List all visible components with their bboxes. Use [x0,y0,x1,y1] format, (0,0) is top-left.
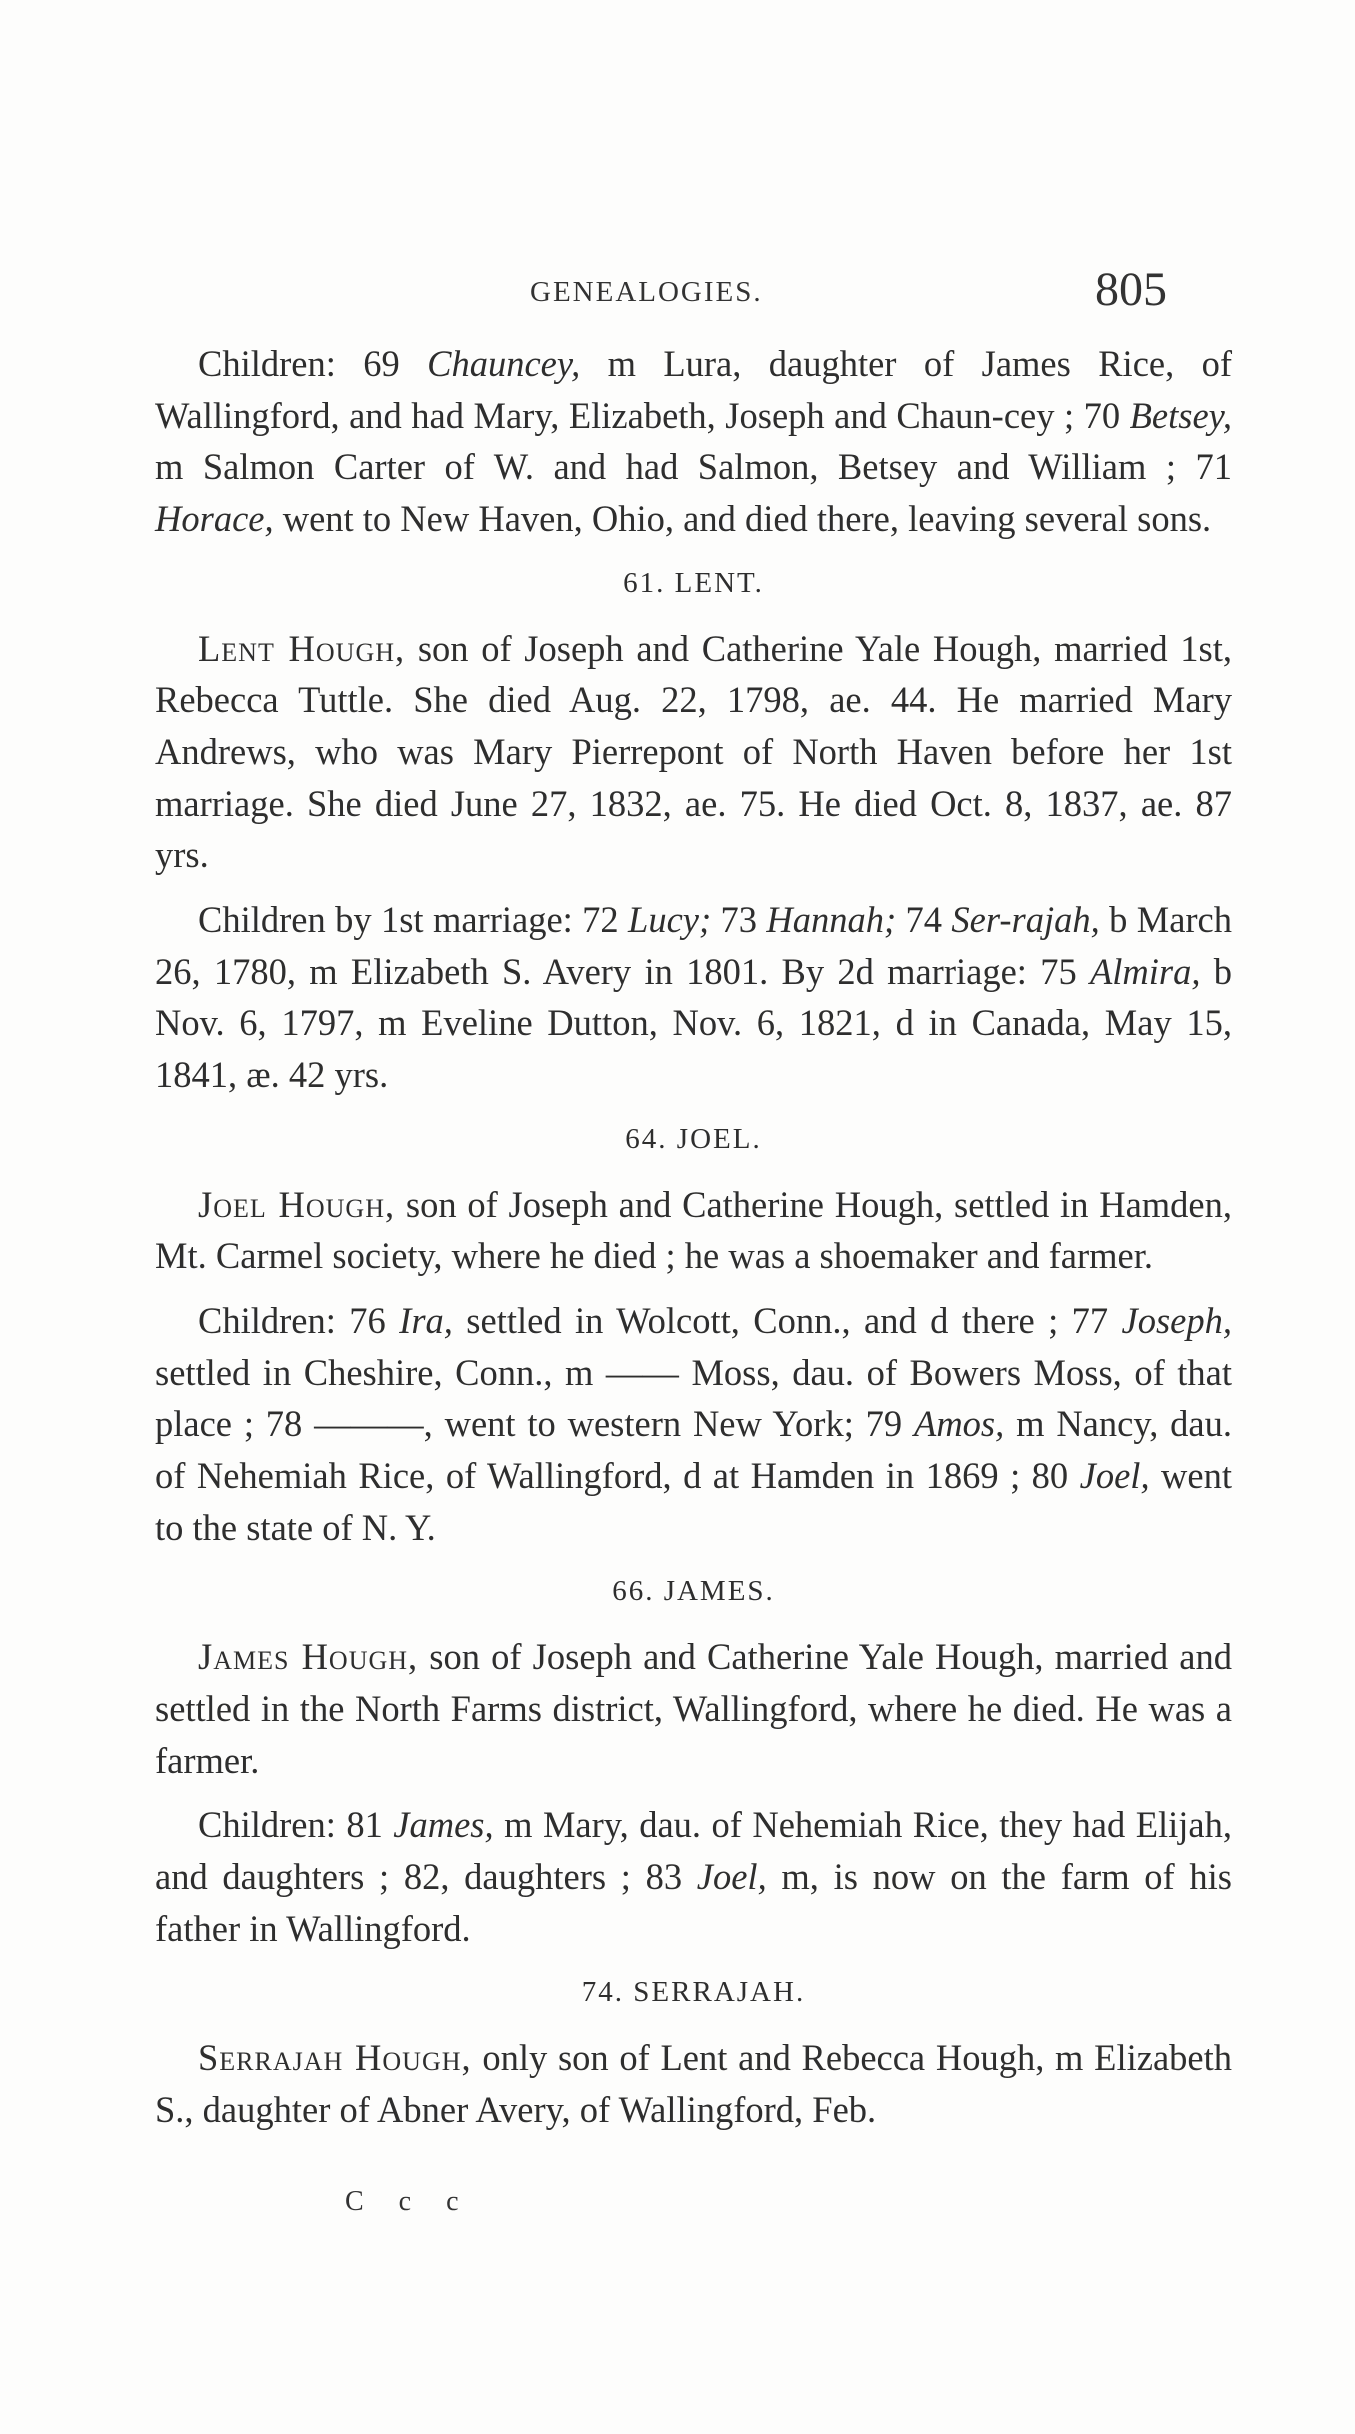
text-run: son of Joseph and Catherine Hough, settled in Hamden, Mt. Carmel society, where he died ; he was a shoemaker and farmer. [155,1183,1232,1277]
text-run: went to New Haven, Ohio, and died there, leaving several sons. [273,498,1212,540]
person-name: Joel Hough, [198,1183,396,1225]
paragraph-joel-hough [155,1179,1232,1282]
paragraph-james-hough [155,1631,1232,1786]
paragraph-serrajah-hough [155,2032,1232,2135]
text-run: m, is now on the farm of his father in Wallingford. [155,1855,1232,1949]
person-name: Serrajah Hough, [198,2037,472,2079]
paragraph-james-children [155,1799,1232,1954]
child-name: Hannah; [766,899,897,941]
child-name: Joseph, [1121,1299,1233,1341]
text-run: son of Joseph and Catherine Yale Hough, married 1st, Rebecca Tuttle. She died Aug. 22, 1798, ae. 44. He married Mary Andrews, who was Mary Pierrepont of North Haven before her 1st marriage. She died June 27, 1832, ae. 75. He died Oct. 8, 1837, ae. 87 yrs. [155,627,1232,876]
text-run: m Nancy, dau. of Nehemiah Rice, of Wallingford, d at Hamden in 1869 ; 80 [155,1403,1232,1497]
text-run: m Salmon Carter of W. and had Salmon, Betsey and William ; 71 [155,446,1232,488]
running-head: GENEALOGIES. [530,276,763,308]
child-name: Lucy; [628,899,712,941]
child-name: Joel, [1079,1455,1150,1497]
text-run: m Lura, daughter of James Rice, of Wallingford, and had Mary, Elizabeth, Joseph and Chaun-cey ; 70 [155,343,1232,436]
child-name: Amos, [914,1403,1005,1445]
child-name: James, [393,1804,494,1846]
section-heading-james: 66. JAMES. [612,1575,775,1608]
text-run: m Mary, dau. of Nehemiah Rice, they had Elijah, and daughters ; 82, daughters ; 83 [155,1804,1233,1897]
paragraph-lent-children [155,894,1232,1101]
text-run: Children: 76 [198,1299,400,1341]
section-heading-joel: 64. JOEL. [625,1122,762,1155]
text-run: settled in Wolcott, Conn., and d there ; 77 [452,1299,1122,1341]
text-run: son of Joseph and Catherine Yale Hough, married and settled in the North Farms district, Wallingford, where he died. He was a farmer. [155,1636,1233,1781]
text-run: only son of Lent and Rebecca Hough, m Elizabeth S., daughter of Abner Avery, of Wallingford, Feb. [155,2037,1232,2130]
child-name: Joel, [696,1855,767,1897]
text-run: b March 26, 1780, m Elizabeth S. Avery in 1801. By 2d marriage: 75 [155,899,1232,992]
text-run: Children: 69 [198,343,428,384]
text-run: b Nov. 6, 1797, m Eveline Dutton, Nov. 6, 1821, d in Canada, May 15, 1841, æ. 42 yrs. [155,950,1232,1096]
page-number: 805 [1095,263,1167,316]
child-name: Chauncey, [427,343,581,384]
text-run: went to the state of N. Y. [155,1455,1232,1548]
text-run: settled in Cheshire, Conn., m —— Moss, dau. of Bowers Moss, of that place ; 78 ———, went to western New York; 79 [155,1351,1232,1445]
text-run: Children by 1st marriage: 72 [198,899,629,941]
child-name: Ser-rajah, [951,899,1100,941]
paragraph-chauncey-children [155,338,1232,545]
text-run: 74 [896,899,952,941]
child-name: Betsey, [1129,394,1232,436]
child-name: Ira, [399,1299,453,1341]
person-name: Lent Hough, [198,627,406,669]
page-body [155,338,1232,2149]
section-heading-lent: 61. LENT. [623,566,764,599]
paragraph-joel-children [155,1295,1232,1554]
signature-mark: C c c [345,2186,473,2217]
page-header [155,263,1235,328]
paragraph-lent-hough [155,623,1232,882]
text-run: Children: 81 [198,1804,394,1846]
person-name: James Hough, [198,1636,419,1678]
child-name: Almira, [1089,950,1201,992]
child-name: Horace, [155,498,274,540]
section-heading-serrajah: 74. SERRAJAH. [581,1976,806,2009]
text-run: 73 [711,899,767,941]
